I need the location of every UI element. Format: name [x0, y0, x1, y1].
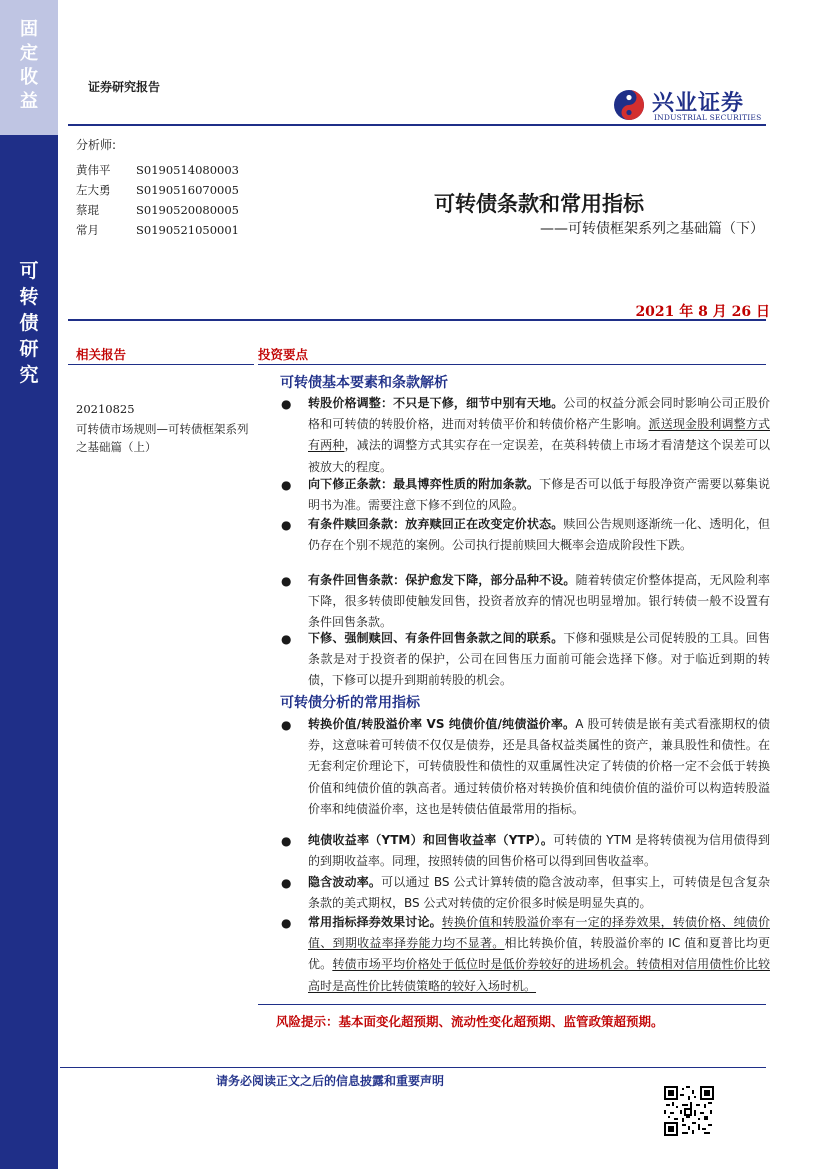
bullet-icon: ●	[281, 834, 292, 848]
report-date: 2021 年 8 月 26 日	[635, 304, 770, 320]
bullet-icon: ●	[281, 718, 292, 732]
investment-divider	[258, 364, 766, 365]
footer-divider	[60, 1067, 766, 1068]
logo-chinese-name: 兴业证券	[652, 91, 745, 116]
bullet-paragraph: 转股价格调整：不只是下修，细节中别有天地。公司的权益分派会同时影响公司正股价格和可转债的转股价格，进而对转债平价和转债价格产生影响。派送现金股利调整方式有两种，减法的调整方式其实存在一定误差，在英科转债上市场才看清楚这个误差可以被放大的程度。	[308, 396, 770, 474]
related-reports-heading: 相关报告	[76, 347, 127, 362]
investment-points-heading: 投资要点	[258, 347, 309, 362]
analyst-name: 左大勇	[76, 183, 111, 197]
risk-warning: 风险提示：基本面变化超预期、流动性变化超预期、监管政策超预期。	[276, 1014, 664, 1029]
related-divider	[68, 364, 254, 365]
disclaimer-notice: 请务必阅读正文之后的信息披露和重要声明	[215, 1074, 444, 1088]
side-bar-top	[0, 0, 58, 135]
side-label-fixed-income: 固 定 收 益	[20, 19, 38, 112]
side-label-convertible-research: 可 转 债 研 究	[19, 260, 39, 386]
bullet-paragraph: 转换价值/转股溢价率 VS 纯债价值/纯债溢价率。A 股可转债是嵌有美式看涨期权的债券，这意味着可转债不仅仅是债券，还是具备权益类属性的资产，兼具股性和债性。在无套利定价理论下，可转债股性和债性的双重属性决定了转债的价格一定不会低于转换价值和纯债价值的孰高者。通过转债价格对转换价值和纯债价值的溢价可以构造转股溢价率和纯债溢价率，这也是转债估值最常用的指标。	[308, 717, 770, 816]
qr-code-icon	[664, 1086, 714, 1136]
analyst-id: S0190516070005	[136, 183, 239, 197]
logo-swirl-icon	[612, 88, 646, 122]
document-title: 可转债条款和常用指标	[434, 192, 644, 216]
analyst-row	[76, 202, 239, 222]
section-heading-indicators: 可转债分析的常用指标	[280, 695, 420, 711]
bullet-icon: ●	[281, 397, 292, 411]
analyst-id: S0190520080005	[136, 203, 239, 217]
analyst-id: S0190514080003	[136, 163, 239, 177]
bullet-paragraph: 纯债收益率（YTM）和回售收益率（YTP）。可转债的 YTM 是将转债视为信用债得到的到期收益率。同理，按照转债的回售价格可以得到回售收益率。	[308, 833, 770, 869]
bullet-paragraph: 下修、强制赎回、有条件回售条款之间的联系。下修和强赎是公司促转股的工具。回售条款是对于投资者的保护，公司在回售压力面前可能会选择下修。对于临近到期的转债，下修可以提升到期前转股的机会。	[308, 631, 770, 688]
analyst-heading: 分析师:	[76, 138, 117, 152]
bullet-paragraph: 常用指标择券效果讨论。转换价值和转股溢价率有一定的择券效果，转债价格、纯债价值、到期收益率择券能力均不显著。相比转换价值，转股溢价率的 IC 值和夏普比均更优。转债市场平均价格处于低位时是低价券较好的进场机会。转债相对信用债性价比较高时是高性价比转债策略的较好入场时机。	[308, 915, 770, 993]
related-report-date: 20210825	[76, 402, 135, 416]
bullet-paragraph: 向下修正条款：最具博弈性质的附加条款。下修是否可以低于每股净资产需要以募集说明书为准。需要注意下修不到位的风险。	[308, 477, 770, 513]
document-subtitle: ——可转债框架系列之基础篇（下）	[540, 221, 764, 237]
analyst-row	[76, 182, 239, 202]
section-heading-terms: 可转债基本要素和条款解析	[280, 375, 448, 391]
date-divider	[68, 319, 766, 321]
bullet-icon: ●	[281, 876, 292, 890]
analyst-name: 黄伟平	[76, 163, 111, 177]
analyst-row	[76, 222, 239, 242]
bullet-paragraph: 有条件回售条款：保护愈发下降，部分品种不设。随着转债定价整体提高，无风险利率下降，很多转债即使触发回售，投资者放弃的情况也明显增加。银行转债一般不设置有条件回售条款。	[308, 573, 770, 630]
bullet-icon: ●	[281, 518, 292, 532]
analyst-id: S0190521050001	[136, 223, 239, 237]
risk-divider	[258, 1004, 766, 1005]
company-logo	[612, 86, 772, 126]
bullet-icon: ●	[281, 574, 292, 588]
analyst-row	[76, 162, 239, 182]
bullet-paragraph: 有条件赎回条款：放弃赎回正在改变定价状态。赎回公告规则逐渐统一化、透明化，但仍存在个别不规范的案例。公司执行提前赎回大概率会造成阶段性下跌。	[308, 517, 770, 553]
related-report-link[interactable]: 可转债市场规则—可转债框架系列之基础篇（上）	[76, 422, 249, 454]
bullet-paragraph: 隐含波动率。可以通过 BS 公式计算转债的隐含波动率，但事实上，可转债是包含复杂条款的美式期权，BS 公式对转债的定价很多时候是明显失真的。	[308, 875, 770, 911]
report-type-label: 证券研究报告	[88, 80, 161, 94]
bullet-icon: ●	[281, 632, 292, 646]
logo-english-name: INDUSTRIAL SECURITIES	[654, 113, 762, 122]
bullet-icon: ●	[281, 478, 292, 492]
side-bar-bottom	[0, 135, 58, 1169]
bullet-icon: ●	[281, 916, 292, 930]
analyst-name: 常月	[76, 223, 99, 237]
header-divider	[68, 124, 766, 126]
analyst-name: 蔡琨	[76, 203, 99, 217]
